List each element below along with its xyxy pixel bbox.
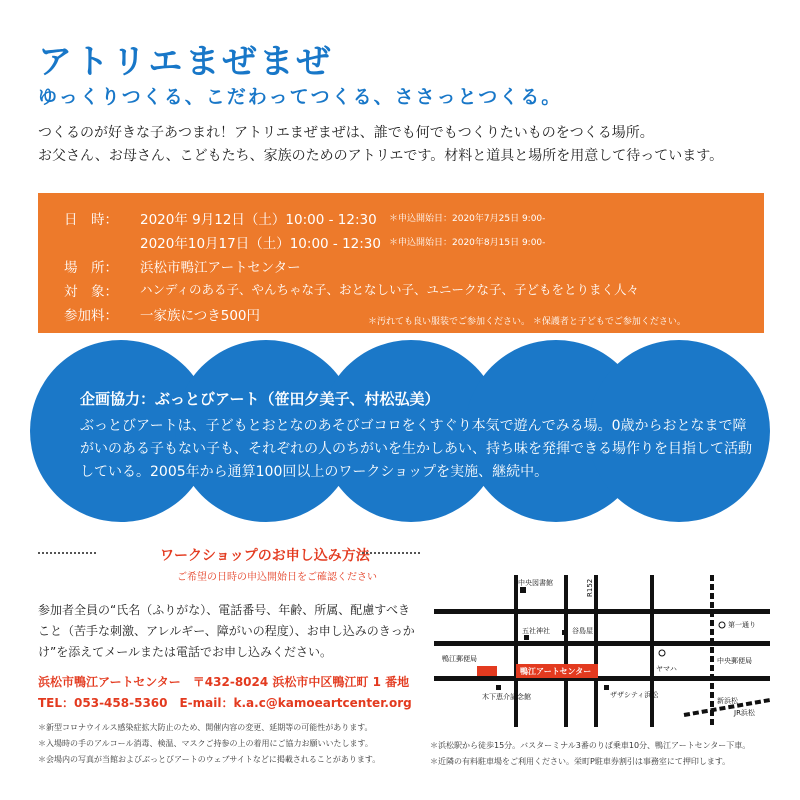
map-label-tanimaya: 谷島屋 (572, 627, 593, 635)
library-marker (520, 587, 526, 593)
map-label-chuo-post: 中央郵便局 (717, 657, 752, 665)
apply-text: 参加者全員の“氏名（ふりがな）、電話番号、年齢、所属、配慮すべきこと（苦手な刺激、アレルギー、障がいの程度）、お申し込みのきっかけ”を添えてメールまたは電話でお申し込みください。 (38, 603, 415, 659)
footnote-2: ＊入場時の手のアルコール消毒、検温、マスクご持参の上の着用にご協力お願いいたします。 (38, 739, 373, 748)
map-label-library: 中央図書館 (518, 579, 553, 587)
center-phone-email[interactable]: TEL：053-458-5360 E-mail：k.a.c@kamoeartcenter.org (38, 696, 412, 710)
map-note-2: ＊近隣の有料駐車場をご利用ください。栄町P駐車券割引は事務室にて押印します。 (430, 757, 731, 766)
divider-left (38, 552, 96, 554)
collab-text (80, 388, 760, 484)
fee-value: 一家族につき500円 (140, 308, 260, 324)
place-label: 場 所： (64, 260, 118, 276)
date-1: 2020年 9月12日（土）10:00 - 12:30 (140, 212, 377, 228)
tanimaya-marker (562, 630, 567, 635)
target-label: 対 象： (64, 284, 118, 300)
map-label-kac: 鴨江アートセンター (520, 667, 592, 676)
intro-text (38, 122, 723, 168)
footnote-1: ＊新型コロナウイルス感染症拡大防止のため、開催内容の変更、延期等の可能性があります。 (38, 723, 373, 732)
footnote-3: ＊会場内の写真が当館およびぶっとびアートのウェブサイトなどに掲載されることがあります。 (38, 755, 381, 764)
footnotes (38, 720, 380, 768)
zaza-marker (604, 685, 609, 690)
place-value: 浜松市鴨江アートセンター (140, 260, 301, 276)
map-label-gojo: 五社神社 (522, 627, 550, 635)
workshop-subtitle: ご希望の日時の申込開始日をご確認ください (177, 572, 377, 583)
map-label-daiichi: 第一通り (728, 621, 756, 629)
center-contact (38, 672, 412, 714)
map-label-kamoe-post: 鴨江郵便局 (442, 655, 477, 663)
date-2: 2020年10月17日（土）10:00 - 12:30 (140, 236, 381, 252)
date-label: 日 時： (64, 212, 118, 228)
fee-note: ＊汚れても良い服装でご参加ください。 ＊保護者と子どもでご参加ください。 (368, 317, 686, 327)
map-notes (430, 738, 750, 770)
date-1-note: ＊申込開始日：2020年7月25日 9:00- (389, 214, 546, 224)
kac-marker (477, 666, 497, 676)
workshop-title: ワークショップのお申し込み方法 (160, 548, 370, 564)
date-2-note: ＊申込開始日：2020年8月15日 9:00- (389, 238, 546, 248)
collab-body: ぶっとびアートは、子どもとおとなのあそびゴコロをくすぐり本気で遊んでみる場。0歳からおとなまで障がいのある子もない子も、それぞれの人のちがいを生かしあい、持ち味を発揮できる場作りを目指して活動している。2005年から通算100回以上のワークショップを実施、継続中。 (80, 418, 752, 480)
map-label-kinoshita: 木下恵介記念館 (482, 693, 531, 701)
center-address: 浜松市鴨江アートセンター 〒432-8024 浜松市中区鴨江町 1 番地 (38, 675, 410, 689)
map-label-zaza: ザザシティ浜松 (610, 691, 659, 699)
event-info-box (38, 193, 764, 333)
intro-line-1: つくるのが好きな子あつまれ！アトリエまぜまぜは、誰でも何でもつくりたいものをつくる場所。 (38, 125, 654, 141)
map-note-1: ＊浜松駅から徒歩15分。バスターミナル3番のりば乗車10分、鴨江アートセンター下車。 (430, 741, 751, 750)
collab-heading: 企画協力：ぶっとびアート（笹田夕美子、村松弘美） (80, 390, 440, 408)
map-label-shin-hamamatsu: 新浜松 (717, 697, 738, 705)
access-map (434, 575, 770, 727)
kinoshita-marker (496, 685, 501, 690)
intro-line-2: お父さん、お母さん、こどもたち、家族のためのアトリエです。材料と道具と場所を用意して待っています。 (38, 148, 724, 164)
shrine-marker (524, 635, 529, 640)
divider-right (362, 552, 420, 554)
map-label-yamaha: ヤマハ (656, 665, 677, 673)
page-subtitle: ゆっくりつくる、こだわってつくる、ささっとつくる。 (38, 86, 563, 108)
map-label-r152: R152 (586, 578, 594, 597)
fee-label: 参加料： (64, 308, 118, 324)
map-label-jr: JR浜松 (734, 709, 755, 717)
target-value: ハンディのある子、やんちゃな子、おとなしい子、ユニークな子、子どもをとりまく人々 (140, 282, 640, 297)
page-title: アトリエまぜまぜ (38, 42, 334, 82)
